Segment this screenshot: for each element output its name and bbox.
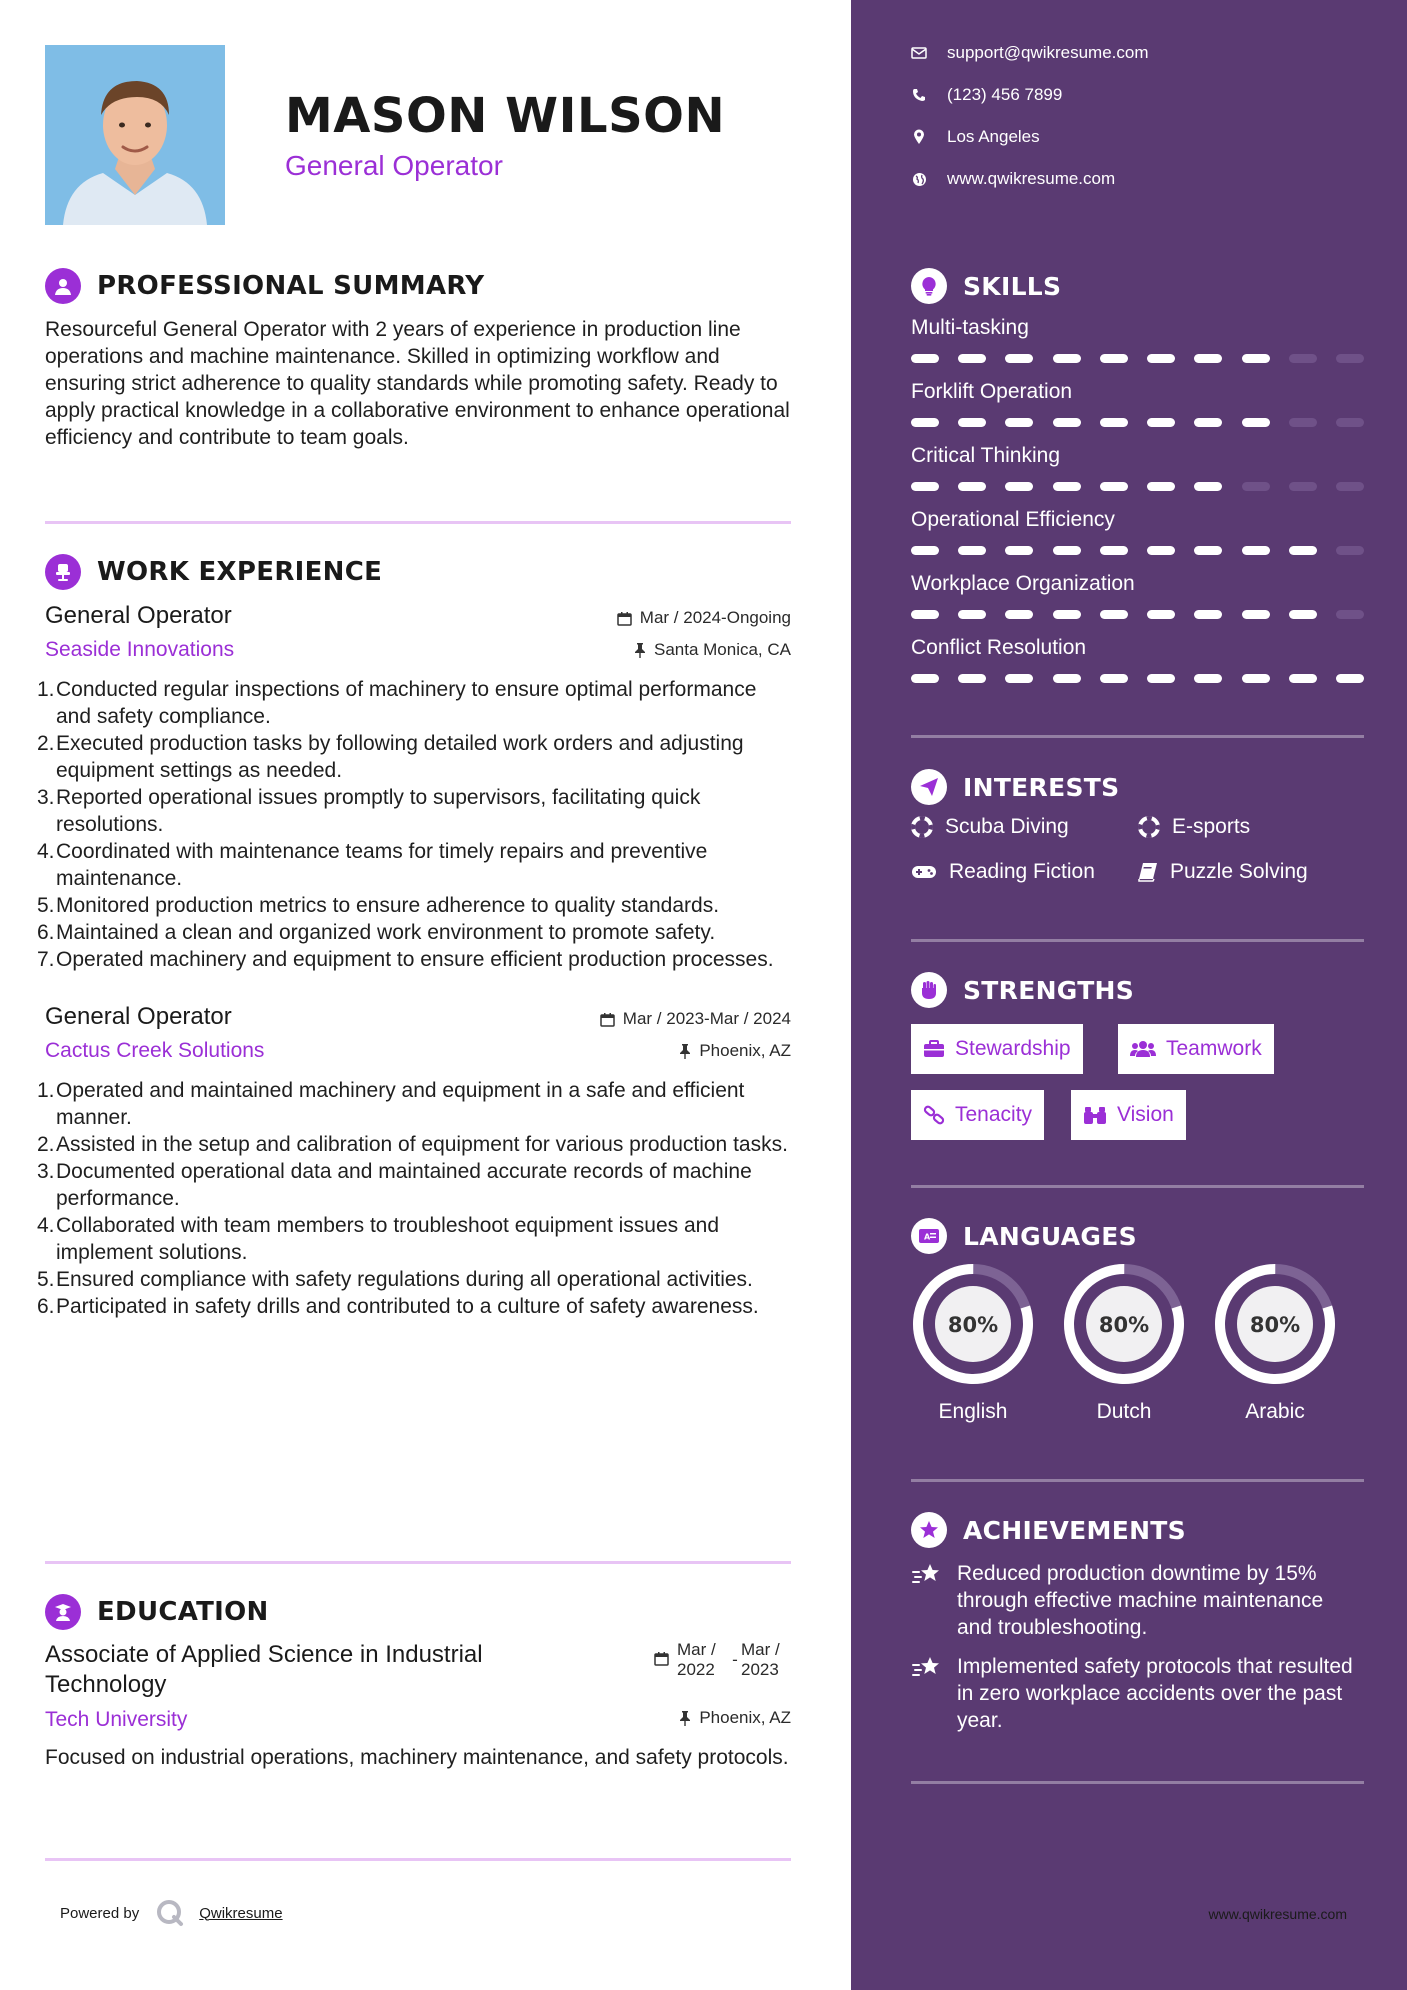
skill-segment-filled xyxy=(911,610,939,619)
job-date xyxy=(600,1009,791,1029)
list-item: 6. Maintained a clean and organized work environment to promote safety. xyxy=(37,921,716,944)
skill-segment-empty xyxy=(1336,482,1364,491)
education-location xyxy=(679,1708,791,1728)
strength-label: Tenacity xyxy=(955,1103,1033,1126)
language-icon xyxy=(911,1218,947,1254)
skill-segment-filled xyxy=(1147,674,1175,683)
degree-title: Associate of Applied Science in Industrial Technology xyxy=(45,1641,483,1698)
map-pin-icon xyxy=(913,129,925,145)
shooting-star-icon xyxy=(911,1655,943,1681)
language-percent: 80% xyxy=(947,1313,999,1337)
language-percent: 80% xyxy=(1098,1313,1150,1337)
achievement-item xyxy=(911,1560,1364,1641)
profile-photo xyxy=(45,45,225,225)
language-progress-ring xyxy=(1062,1262,1186,1386)
strength-chip xyxy=(911,1024,1083,1074)
language-name: Arabic xyxy=(1245,1400,1305,1423)
contact-email[interactable] xyxy=(911,43,1149,63)
skill-segment-filled xyxy=(1053,482,1081,491)
strength-chip xyxy=(1118,1024,1274,1074)
job-duties xyxy=(37,676,791,973)
skill-segment-filled xyxy=(911,674,939,683)
phone-icon xyxy=(912,88,926,102)
job-date-text: Mar / 2023-Mar / 2024 xyxy=(622,1009,791,1028)
skill-item xyxy=(911,636,1364,700)
fist-icon xyxy=(911,972,947,1008)
pushpin-icon xyxy=(634,642,646,658)
skill-segment-filled xyxy=(1053,418,1081,427)
experience-section xyxy=(37,552,791,1320)
language-item xyxy=(1062,1262,1186,1424)
skill-name: Conflict Resolution xyxy=(911,636,1087,659)
calendar-icon xyxy=(654,1651,669,1666)
skill-item xyxy=(911,380,1364,444)
skill-segment-filled xyxy=(1100,610,1128,619)
calendar-icon xyxy=(617,611,632,626)
user-circle-icon xyxy=(45,268,81,304)
users-icon xyxy=(1130,1040,1156,1058)
skill-segment-filled xyxy=(1194,674,1222,683)
skill-segment-filled xyxy=(1242,610,1270,619)
job-location-text: Santa Monica, CA xyxy=(653,640,791,659)
skill-name: Multi-tasking xyxy=(911,316,1029,339)
skill-segment-filled xyxy=(911,482,939,491)
skill-segment-filled xyxy=(1194,610,1222,619)
contact-location-text: Los Angeles xyxy=(947,127,1040,146)
achievements-section xyxy=(911,1510,1364,1550)
contact-website-text: www.qwikresume.com xyxy=(947,169,1116,188)
graduate-icon xyxy=(45,1594,81,1630)
job-company: Seaside Innovations xyxy=(45,638,235,661)
strengths-heading: STRENGTHS xyxy=(963,975,1135,1005)
interest-label: Reading Fiction xyxy=(949,860,1095,883)
languages-heading: LANGUAGES xyxy=(963,1221,1137,1251)
job-title: General Operator xyxy=(45,602,232,629)
divider xyxy=(911,939,1364,942)
skill-segment-filled xyxy=(958,674,986,683)
job-location xyxy=(634,640,791,660)
divider xyxy=(45,1561,791,1564)
skill-segment-filled xyxy=(1100,546,1128,555)
skill-item xyxy=(911,572,1364,636)
list-item: 2. Assisted in the setup and calibration of equipment for various production tasks. xyxy=(37,1133,788,1156)
skill-segment-empty xyxy=(1289,418,1317,427)
interest-label: E-sports xyxy=(1172,815,1251,838)
link-icon xyxy=(923,1104,945,1126)
skill-segment-empty xyxy=(1289,482,1317,491)
education-date-end: Mar / 2023 xyxy=(741,1640,780,1679)
skill-segment-filled xyxy=(1194,482,1222,491)
skill-segment-filled xyxy=(911,418,939,427)
language-progress-ring xyxy=(1213,1262,1337,1386)
interest-label: Puzzle Solving xyxy=(1170,860,1308,883)
skill-segment-filled xyxy=(1100,482,1128,491)
skills-section xyxy=(911,266,1364,700)
skills-list xyxy=(911,316,1364,700)
contact-email-text: support@qwikresume.com xyxy=(947,43,1149,62)
achievement-item xyxy=(911,1653,1364,1734)
languages-section xyxy=(911,1216,1364,1436)
skill-segment-empty xyxy=(1242,482,1270,491)
skill-segment-filled xyxy=(1242,418,1270,427)
education-date-start: Mar / 2022 xyxy=(677,1640,716,1679)
candidate-name: MASON WILSON xyxy=(285,88,726,144)
language-item xyxy=(1213,1262,1337,1424)
skill-segment-filled xyxy=(1242,354,1270,363)
education-section xyxy=(45,1592,791,1771)
list-item: 7. Operated machinery and equipment to ensure efficient production processes. xyxy=(37,948,774,971)
strength-label: Vision xyxy=(1117,1103,1174,1126)
shooting-star-icon xyxy=(911,1562,943,1588)
list-item: 5. Ensured compliance with safety regulations during all operational activities. xyxy=(37,1268,753,1291)
lifebuoy-icon xyxy=(911,816,933,838)
interests-section xyxy=(911,767,1364,897)
skill-name: Workplace Organization xyxy=(911,572,1135,595)
skill-segment-filled xyxy=(1100,418,1128,427)
binoculars-icon xyxy=(1083,1105,1107,1125)
globe-icon xyxy=(912,172,927,187)
office-chair-icon xyxy=(45,554,81,590)
skill-segment-filled xyxy=(1242,674,1270,683)
skill-segment-filled xyxy=(911,546,939,555)
skill-segment-filled xyxy=(1053,674,1081,683)
sidebar xyxy=(851,0,1407,1990)
footer-website[interactable]: www.qwikresume.com xyxy=(1208,1906,1347,1922)
list-item: 2. Executed production tasks by following detailed work orders and adjusting equipment settings as needed. xyxy=(37,732,744,782)
list-item: 3. Reported operational issues promptly to supervisors, facilitating quick resolutions. xyxy=(37,786,701,836)
contact-phone-text: (123) 456 7899 xyxy=(947,85,1063,104)
list-item: 1. Conducted regular inspections of machinery to ensure optimal performance and safety compliance. xyxy=(37,678,757,728)
skill-level-bar xyxy=(911,546,1364,555)
skill-segment-filled xyxy=(1053,546,1081,555)
interests-heading: INTERESTS xyxy=(963,772,1120,802)
skill-segment-filled xyxy=(1005,354,1033,363)
job-title: General Operator xyxy=(45,1003,232,1030)
skill-segment-filled xyxy=(1194,418,1222,427)
strength-label: Stewardship xyxy=(955,1037,1071,1060)
divider xyxy=(45,521,791,524)
skill-item xyxy=(911,508,1364,572)
language-name: English xyxy=(938,1400,1008,1423)
skill-level-bar xyxy=(911,354,1364,363)
pushpin-icon xyxy=(679,1710,691,1726)
school-name: Tech University xyxy=(45,1708,188,1731)
paper-plane-icon xyxy=(911,769,947,805)
skill-segment-filled xyxy=(958,610,986,619)
divider xyxy=(45,1858,791,1861)
job-duties xyxy=(37,1077,791,1320)
job-entry xyxy=(37,1003,791,1320)
skill-segment-filled xyxy=(1289,610,1317,619)
date-separator: - xyxy=(732,1650,738,1669)
list-item: 5. Monitored production metrics to ensure adherence to quality standards. xyxy=(37,894,720,917)
skill-segment-filled xyxy=(1100,354,1128,363)
skill-name: Critical Thinking xyxy=(911,444,1060,467)
powered-by xyxy=(60,1898,283,1928)
strength-chip xyxy=(911,1090,1044,1140)
book-icon xyxy=(1138,862,1158,882)
skill-segment-filled xyxy=(1005,610,1033,619)
education-entry xyxy=(45,1640,791,1771)
svg-text:A: A xyxy=(924,1232,931,1242)
achievement-text: Implemented safety protocols that resulted in zero workplace accidents over the past year. xyxy=(957,1655,1353,1732)
job-company: Cactus Creek Solutions xyxy=(45,1039,265,1062)
skill-segment-empty xyxy=(1289,354,1317,363)
briefcase-icon xyxy=(923,1040,945,1058)
envelope-icon xyxy=(911,47,927,59)
skill-name: Operational Efficiency xyxy=(911,508,1115,531)
qwikresume-link[interactable]: Qwikresume xyxy=(199,1904,283,1922)
qwikresume-logo-icon xyxy=(155,1898,185,1928)
skill-item xyxy=(911,316,1364,380)
skill-segment-filled xyxy=(1289,546,1317,555)
skill-item xyxy=(911,444,1364,508)
skill-segment-empty xyxy=(1336,546,1364,555)
achievement-text: Reduced production downtime by 15% through effective machine maintenance and troubleshooting. xyxy=(957,1562,1324,1639)
list-item: 1. Operated and maintained machinery and equipment in a safe and efficient manner. xyxy=(37,1079,745,1129)
strengths-section xyxy=(911,970,1364,1150)
skill-segment-empty xyxy=(1336,418,1364,427)
strength-label: Teamwork xyxy=(1166,1037,1262,1060)
star-badge-icon xyxy=(911,1512,947,1548)
calendar-icon xyxy=(600,1012,615,1027)
skill-level-bar xyxy=(911,610,1364,619)
job-entry xyxy=(37,602,791,973)
education-date xyxy=(654,1640,791,1680)
skill-segment-filled xyxy=(1053,354,1081,363)
skill-segment-filled xyxy=(958,482,986,491)
achievements-heading: ACHIEVEMENTS xyxy=(963,1515,1186,1545)
language-percent: 80% xyxy=(1249,1313,1301,1337)
divider xyxy=(911,1781,1364,1784)
skill-segment-filled xyxy=(1289,674,1317,683)
skill-segment-filled xyxy=(1194,354,1222,363)
language-progress-ring xyxy=(911,1262,1035,1386)
candidate-title: General Operator xyxy=(285,150,503,181)
skill-name: Forklift Operation xyxy=(911,380,1073,403)
divider xyxy=(911,1185,1364,1188)
skill-level-bar xyxy=(911,418,1364,427)
skill-segment-filled xyxy=(1147,610,1175,619)
education-text: Focused on industrial operations, machinery maintenance, and safety protocols. xyxy=(45,1746,789,1769)
interest-item xyxy=(911,815,1069,839)
summary-section xyxy=(45,266,791,451)
skill-segment-filled xyxy=(1005,482,1033,491)
list-item: 4. Coordinated with maintenance teams for timely repairs and preventive maintenance. xyxy=(37,840,708,890)
divider xyxy=(911,735,1364,738)
job-date xyxy=(617,608,791,628)
skill-segment-filled xyxy=(911,354,939,363)
skills-heading: SKILLS xyxy=(963,271,1062,301)
skill-segment-filled xyxy=(1147,482,1175,491)
list-item: 4. Collaborated with team members to troubleshoot equipment issues and implement solutions. xyxy=(37,1214,720,1264)
gamepad-icon xyxy=(911,864,937,880)
interest-item xyxy=(911,860,1095,884)
divider xyxy=(911,1479,1364,1482)
list-item: 6. Participated in safety drills and contributed to a culture of safety awareness. xyxy=(37,1295,759,1318)
skill-segment-filled xyxy=(1005,546,1033,555)
list-item: 3. Documented operational data and maintained accurate records of machine performance. xyxy=(37,1160,752,1210)
skill-segment-filled xyxy=(1100,674,1128,683)
powered-by-text: Powered by xyxy=(60,1904,140,1922)
skill-segment-empty xyxy=(1336,354,1364,363)
skill-segment-filled xyxy=(958,354,986,363)
skill-segment-filled xyxy=(958,418,986,427)
skill-segment-filled xyxy=(1005,674,1033,683)
interest-item xyxy=(1138,815,1250,839)
skill-segment-empty xyxy=(1336,610,1364,619)
skill-segment-filled xyxy=(1194,546,1222,555)
interest-item xyxy=(1138,860,1308,884)
lightbulb-icon xyxy=(911,268,947,304)
interest-label: Scuba Diving xyxy=(945,815,1069,838)
skill-segment-filled xyxy=(1147,546,1175,555)
summary-heading: PROFESSIONAL SUMMARY xyxy=(97,271,485,301)
skill-segment-filled xyxy=(1147,354,1175,363)
contact-phone[interactable] xyxy=(911,85,1062,105)
education-location-text: Phoenix, AZ xyxy=(699,1708,791,1727)
skill-segment-filled xyxy=(1242,546,1270,555)
language-item xyxy=(911,1262,1035,1424)
skill-level-bar xyxy=(911,482,1364,491)
education-heading: EDUCATION xyxy=(97,1597,269,1627)
strength-chip xyxy=(1071,1090,1186,1140)
contact-website[interactable] xyxy=(911,169,1115,189)
summary-text: Resourceful General Operator with 2 years of experience in production line operations and machine maintenance. Skilled in optimizing workflow and ensuring strict adherence to quality standards while promoting safety. Ready to apply practical knowledge in a collaborative environment to enhance operational efficiency and contribute to team goals. xyxy=(45,318,790,449)
skill-segment-filled xyxy=(1336,674,1364,683)
lifebuoy-icon xyxy=(1138,816,1160,838)
skill-segment-filled xyxy=(1053,610,1081,619)
job-date-text: Mar / 2024-Ongoing xyxy=(639,608,791,627)
skill-segment-filled xyxy=(958,546,986,555)
job-location-text: Phoenix, AZ xyxy=(699,1041,791,1060)
pushpin-icon xyxy=(679,1043,691,1059)
skill-segment-filled xyxy=(1147,418,1175,427)
skill-segment-filled xyxy=(1005,418,1033,427)
contact-location xyxy=(911,127,1040,147)
experience-heading: WORK EXPERIENCE xyxy=(97,557,383,587)
language-name: Dutch xyxy=(1096,1400,1152,1423)
job-location xyxy=(679,1041,791,1061)
skill-level-bar xyxy=(911,674,1364,683)
